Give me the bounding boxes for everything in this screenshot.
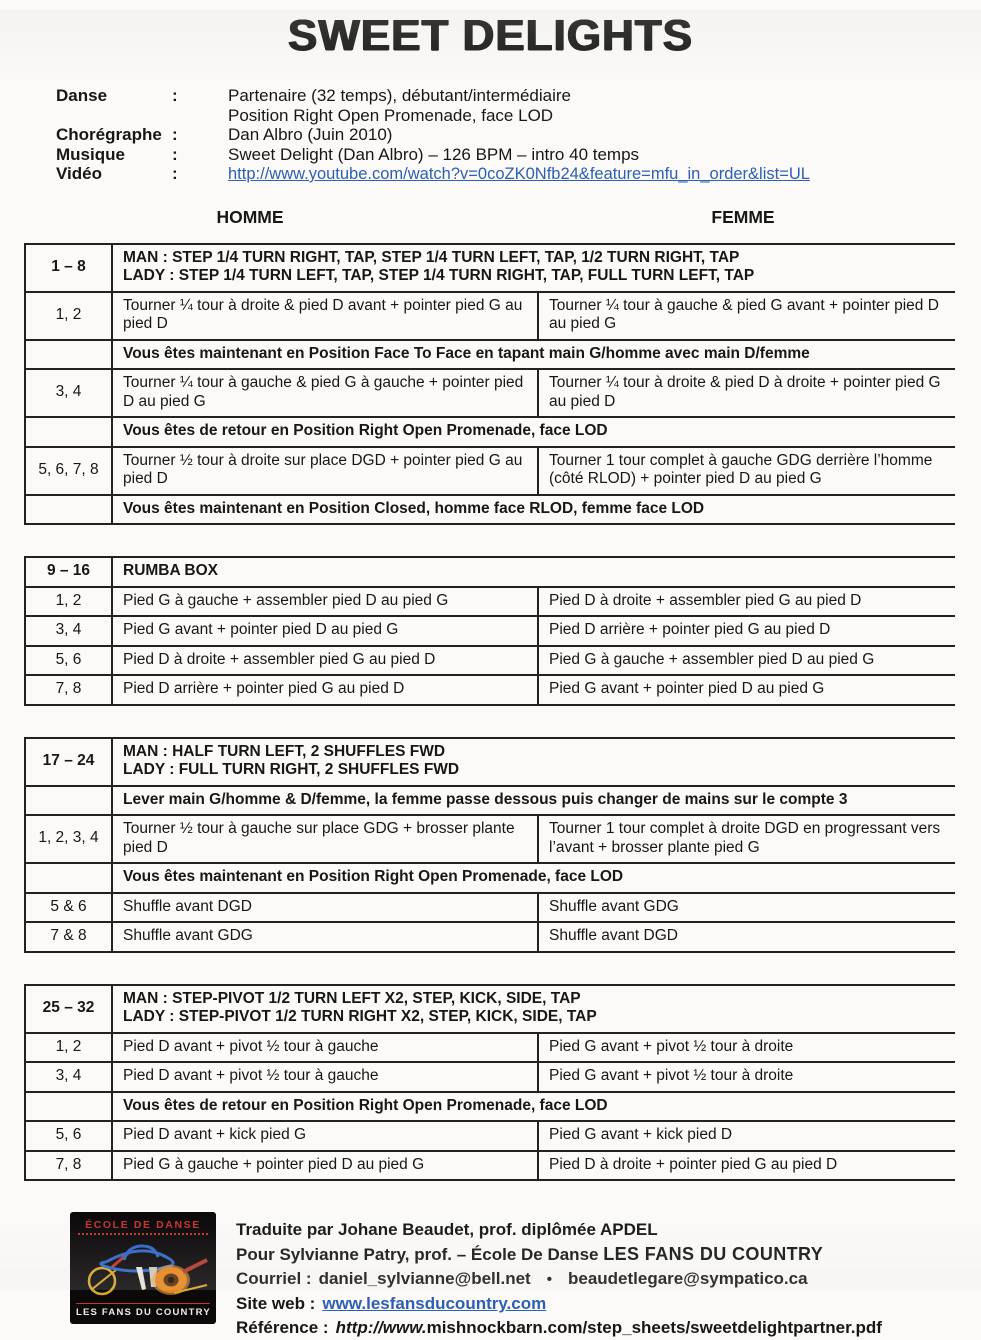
homme-step-cell: Shuffle avant DGD — [123, 897, 252, 915]
count-cell: 1, 2 — [24, 293, 113, 339]
femme-step-cell: Shuffle avant DGD — [537, 923, 955, 951]
note-row — [24, 416, 955, 446]
siteweb-label: Site web : — [236, 1294, 316, 1313]
section-title-line: LADY : STEP 1/4 TURN LEFT, TAP, STEP 1/4 TURN RIGHT, TAP, FULL TURN LEFT, TAP — [123, 267, 755, 284]
step-row — [24, 1032, 955, 1062]
section-title-cell — [113, 739, 955, 785]
count-cell: 1, 2, 3, 4 — [24, 816, 113, 862]
femme-step-cell: Pied G avant + pivot ½ tour à droite — [537, 1063, 955, 1091]
note-row — [24, 862, 955, 892]
musique-line: Sweet Delight (Dan Albro) – 126 BPM – intro 40 temps — [228, 144, 640, 164]
homme-step-cell: Tourner ¼ tour à gauche & pied G à gauche + pointer pied D au pied G — [123, 374, 524, 410]
section-title-cell — [113, 986, 955, 1032]
section-header-row — [24, 737, 955, 785]
column-header-femme: FEMME — [711, 206, 775, 227]
count-cell — [24, 864, 113, 892]
homme-step-cell: Tourner ½ tour à droite sur place DGD + pointer pied G au pied D — [123, 451, 523, 487]
homme-step-cell: Shuffle avant GDG — [123, 927, 253, 944]
note-cell: Vous êtes maintenant en Position Face To Face en tapant main G/homme avec main D/femme — [123, 344, 810, 362]
femme-step-cell: Pied G avant + kick pied D — [537, 1122, 955, 1150]
step-sheet-page — [0, 10, 981, 1340]
step-row — [24, 674, 955, 704]
step-row — [24, 892, 955, 922]
step-row — [24, 921, 955, 951]
choregraphe-line: Dan Albro (Juin 2010) — [228, 125, 393, 144]
count-cell — [24, 787, 113, 815]
step-row — [24, 1150, 955, 1180]
step-row — [24, 615, 955, 645]
femme-step-cell: Shuffle avant GDG — [537, 894, 955, 922]
homme-step-cell: Pied G à gauche + assembler pied D au pied G — [123, 591, 449, 609]
count-cell: 7, 8 — [24, 1152, 113, 1180]
homme-step-cell: Pied G à gauche + pointer pied D au pied G — [123, 1155, 425, 1173]
section-counts: 17 – 24 — [24, 739, 113, 785]
homme-step-cell: Tourner ¼ tour à droite & pied D avant + pointer pied G au pied D — [123, 296, 523, 332]
count-cell: 5, 6 — [24, 1122, 113, 1150]
section-title-line: RUMBA BOX — [123, 562, 219, 579]
count-cell: 3, 4 — [24, 1063, 113, 1091]
femme-step-cell: Pied D à droite + pointer pied G au pied D — [537, 1152, 955, 1180]
section-title-line: MAN : STEP 1/4 TURN RIGHT, TAP, STEP 1/4 TURN LEFT, TAP, 1/2 TURN RIGHT, TAP — [123, 248, 740, 266]
logo-text-bottom: LES FANS DU COUNTRY — [76, 1303, 210, 1318]
femme-step-cell: Pied D à droite + assembler pied G au pied D — [537, 588, 955, 616]
meta-value-video — [228, 164, 981, 185]
youtube-video-link[interactable]: http://www.youtube.com/watch?v=0coZK0Nfb24&feature=mfu_in_order&list=UL — [228, 165, 810, 183]
step-row — [24, 291, 955, 339]
homme-step-cell: Pied D arrière + pointer pied G au pied D — [123, 680, 405, 697]
note-cell: Vous êtes de retour en Position Right Open Promenade, face LOD — [123, 422, 608, 439]
femme-step-cell: Tourner 1 tour complet à gauche GDG derrière l’homme (côté RLOD) + pointer pied D au pied G — [537, 448, 955, 494]
logo-art-country-collage-icon — [76, 1240, 210, 1298]
section-table-17-24 — [24, 737, 955, 953]
note-row — [24, 339, 955, 369]
count-cell: 7 & 8 — [24, 923, 113, 951]
meta-colon: : — [172, 164, 178, 183]
count-cell: 5 & 6 — [24, 894, 113, 922]
section-title-line: MAN : HALF TURN LEFT, 2 SHUFFLES FWD — [123, 742, 446, 760]
note-cell: Vous êtes maintenant en Position Right Open Promenade, face LOD — [123, 868, 624, 885]
section-title-line: MAN : STEP-PIVOT 1/2 TURN LEFT X2, STEP, KICK, SIDE, TAP — [123, 989, 581, 1007]
femme-step-cell: Pied D arrière + pointer pied G au pied D — [537, 617, 955, 645]
reference-url-rest: mishnockbarn.com/step_sheets/sweetdelightpartner.pdf — [426, 1318, 882, 1337]
meta-colon: : — [172, 144, 178, 164]
step-row — [24, 814, 955, 862]
section-counts: 1 – 8 — [24, 245, 113, 291]
section-table-1-8 — [24, 243, 955, 526]
count-cell: 5, 6 — [24, 647, 113, 675]
count-cell: 1, 2 — [24, 1034, 113, 1062]
femme-step-cell: Pied G avant + pivot ½ tour à droite — [537, 1034, 955, 1062]
meta-colon: : — [172, 86, 178, 105]
meta-label-danse: Danse — [56, 86, 108, 105]
femme-step-cell: Tourner ¼ tour à droite & pied D à droite + pointer pied G au pied D — [537, 370, 955, 416]
count-cell: 3, 4 — [24, 370, 113, 416]
step-row — [24, 1120, 955, 1150]
meta-label-video: Vidéo — [56, 164, 102, 183]
homme-step-cell: Pied G avant + pointer pied D au pied G — [123, 621, 399, 638]
count-cell — [24, 496, 113, 524]
meta-block — [56, 86, 981, 185]
step-row — [24, 446, 955, 494]
count-cell — [24, 1093, 113, 1121]
meta-label-musique: Musique — [56, 144, 125, 164]
count-cell — [24, 341, 113, 369]
reference-label: Référence : — [236, 1318, 329, 1337]
page-title: SWEET DELIGHTS — [287, 11, 694, 60]
step-row — [24, 368, 955, 416]
section-title-line: LADY : STEP-PIVOT 1/2 TURN RIGHT X2, STEP, KICK, SIDE, TAP — [123, 1008, 597, 1025]
credit-line-pour — [236, 1242, 882, 1267]
note-row — [24, 494, 955, 524]
bullet-separator-icon: • — [546, 1271, 552, 1288]
homme-step-cell: Pied D avant + pivot ½ tour à gauche — [123, 1067, 379, 1084]
note-cell: Vous êtes de retour en Position Right Open Promenade, face LOD — [123, 1096, 608, 1114]
courriel-label: Courriel : — [236, 1269, 312, 1288]
credit-line-pour-text: Pour Sylvianne Patry, prof. – École De Danse — [236, 1245, 604, 1264]
credit-line-traduite: Traduite par Johane Beaudet, prof. diplômée APDEL — [236, 1220, 658, 1239]
danse-line-2: Position Right Open Promenade, face LOD — [228, 105, 554, 125]
column-header-homme: HOMME — [216, 206, 284, 227]
section-title-cell — [113, 558, 955, 586]
femme-step-cell: Tourner 1 tour complet à droite DGD en progressant vers l’avant + brosser plante pied G — [537, 816, 955, 862]
note-cell: Vous êtes maintenant en Position Closed, homme face RLOD, femme face LOD — [123, 499, 705, 517]
section-header-row — [24, 984, 955, 1032]
homme-step-cell: Pied D avant + kick pied G — [123, 1126, 307, 1143]
count-cell: 7, 8 — [24, 676, 113, 704]
homme-step-cell: Pied D avant + pivot ½ tour à gauche — [123, 1037, 379, 1055]
danse-line-1: Partenaire (32 temps), débutant/intermédiaire — [228, 86, 572, 105]
section-table-25-32 — [24, 984, 955, 1182]
count-cell — [24, 418, 113, 446]
meta-row-musique — [56, 145, 981, 165]
reference-url-prefix: http://www. — [335, 1318, 427, 1337]
section-title-cell — [113, 245, 955, 291]
meta-label-choregraphe: Chorégraphe — [56, 125, 162, 144]
section-title-line: LADY : FULL TURN RIGHT, 2 SHUFFLES FWD — [123, 761, 460, 778]
note-row — [24, 1091, 955, 1121]
step-tables — [24, 243, 981, 1182]
footer-credits — [236, 1212, 882, 1340]
section-header-row — [24, 556, 955, 586]
count-cell: 3, 4 — [24, 617, 113, 645]
femme-step-cell: Pied G à gauche + assembler pied D au pied G — [537, 647, 955, 675]
meta-row-danse — [56, 86, 981, 125]
school-name: LES FANS DU COUNTRY — [603, 1244, 824, 1264]
meta-value-choregraphe — [228, 125, 981, 145]
note-row — [24, 785, 955, 815]
column-headers — [0, 207, 981, 227]
credit-line-reference — [236, 1316, 882, 1340]
section-table-9-16 — [24, 556, 955, 706]
femme-step-cell: Pied G avant + pointer pied D au pied G — [537, 676, 955, 704]
meta-row-video — [56, 164, 981, 185]
email-1: daniel_sylvianne@bell.net — [318, 1269, 531, 1288]
section-counts: 25 – 32 — [24, 986, 113, 1032]
count-cell: 1, 2 — [24, 588, 113, 616]
step-row — [24, 645, 955, 675]
meta-colon: : — [172, 125, 178, 144]
homme-step-cell: Tourner ½ tour à gauche sur place GDG + brosser plante pied D — [123, 820, 515, 856]
note-cell: Lever main G/homme & D/femme, la femme passe dessous puis changer de mains sur le compte 3 — [123, 790, 848, 808]
section-counts: 9 – 16 — [24, 558, 113, 586]
logo-text-top: ÉCOLE DE DANSE — [78, 1219, 208, 1235]
meta-value-danse — [228, 86, 981, 125]
section-header-row — [24, 243, 955, 291]
email-2: beaudetlegare@sympatico.ca — [567, 1269, 808, 1288]
femme-step-cell: Tourner ¼ tour à gauche & pied G avant + pointer pied D au pied G — [537, 293, 955, 339]
footer — [70, 1212, 981, 1340]
siteweb-link[interactable]: www.lesfansducountry.com — [322, 1294, 547, 1313]
step-row — [24, 586, 955, 616]
meta-value-musique — [228, 145, 981, 165]
school-logo — [70, 1212, 216, 1324]
homme-step-cell: Pied D à droite + assembler pied G au pied D — [123, 650, 436, 668]
meta-row-choregraphe — [56, 125, 981, 145]
step-row — [24, 1061, 955, 1091]
count-cell: 5, 6, 7, 8 — [24, 448, 113, 494]
credit-line-siteweb — [236, 1292, 882, 1316]
